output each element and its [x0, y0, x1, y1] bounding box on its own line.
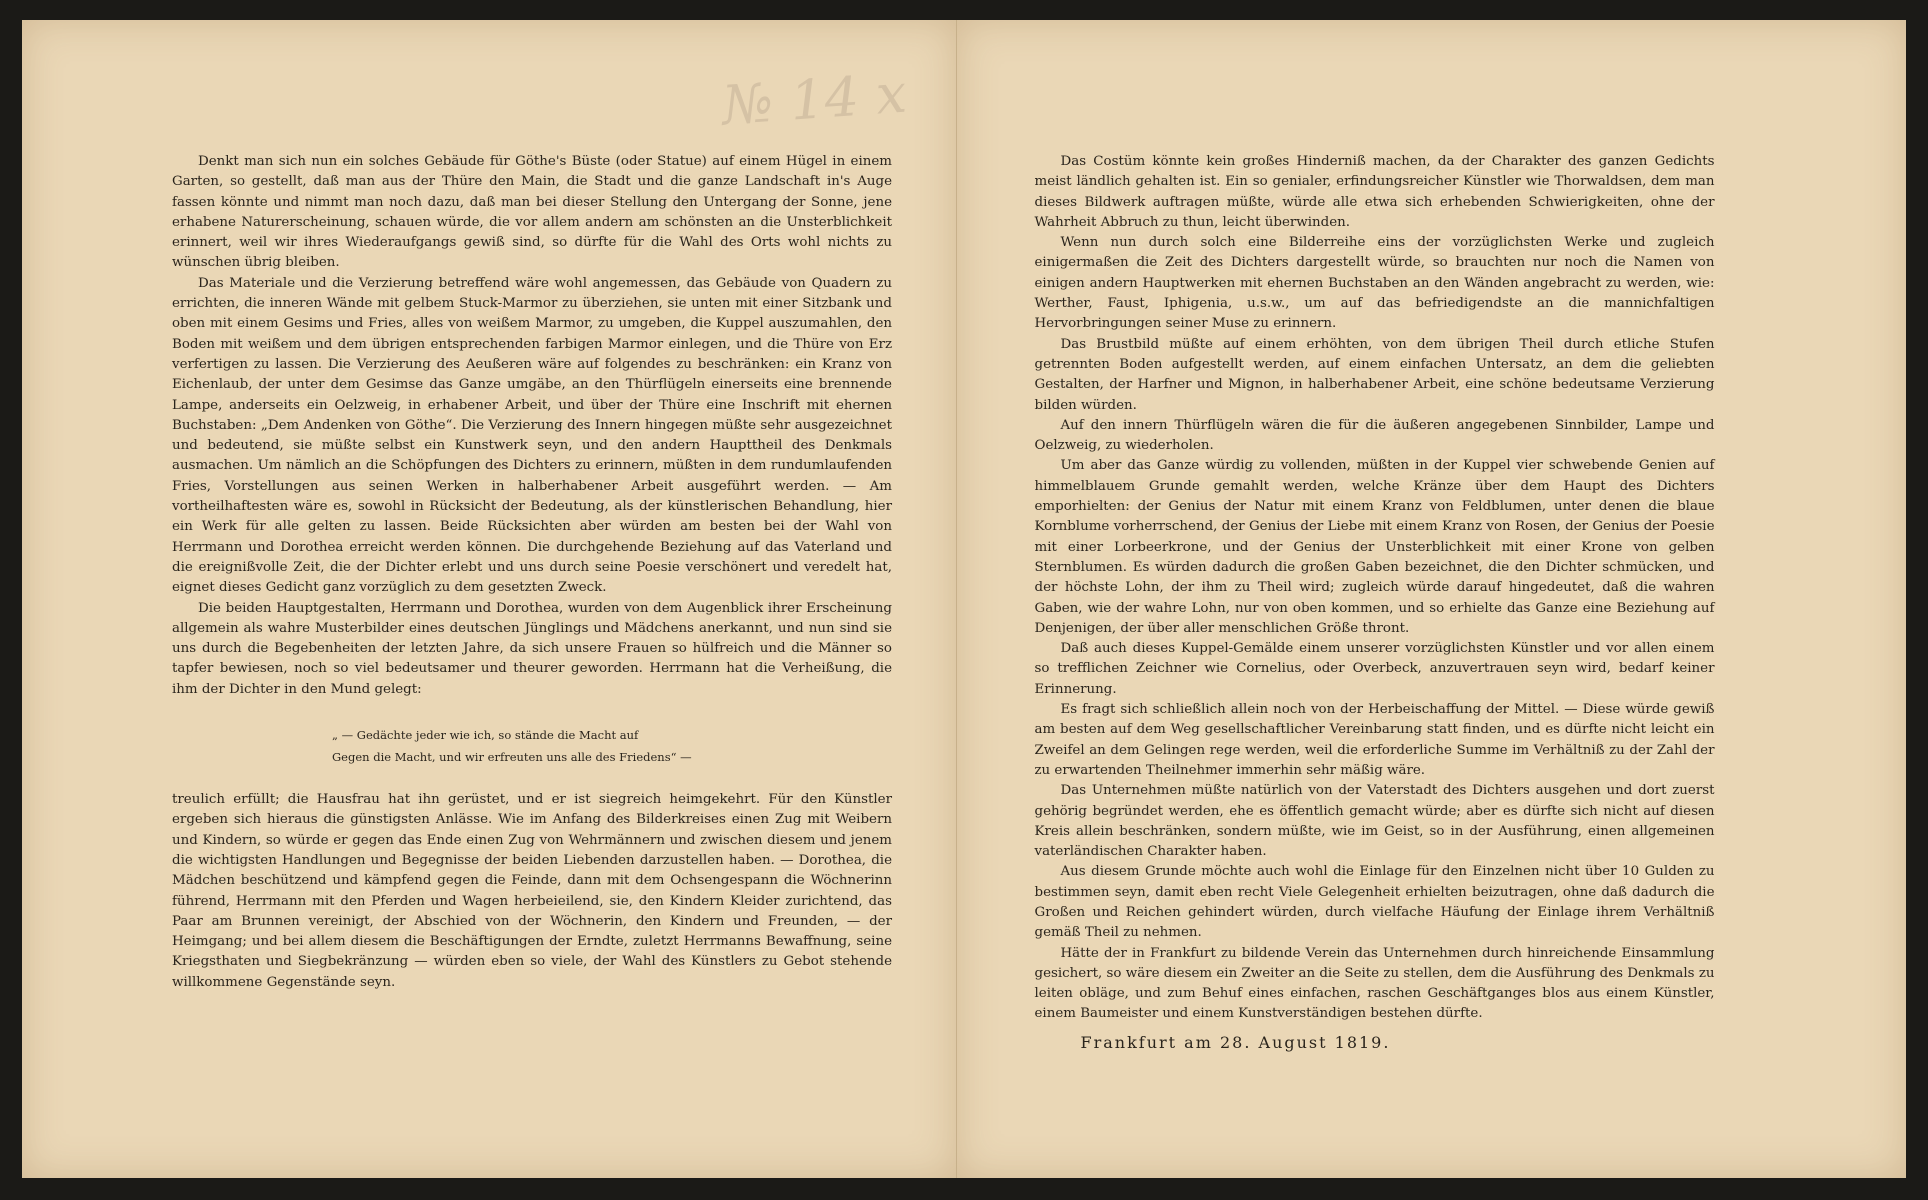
document-spread	[22, 20, 1906, 1178]
quote-line: „ — Gedächte jeder wie ich, so stände die Macht auf	[332, 728, 639, 743]
paragraph: Hätte der in Frankfurt zu bildende Verein das Unternehmen durch hinreichende Einsammlung gesichert, so wäre diesem ein Zweiter an die Seite zu stellen, dem die Ausführung des Denkmals zu leiten obläge, und zum Behuf eines einfachen, raschen Geschäftganges blos aus einem Künstler, einem Baumeister und einem Kunstverständigen bestehen dürfte.	[1034, 945, 1715, 1022]
left-text-column	[172, 152, 892, 993]
paragraph: Auf den innern Thürflügeln wären die für die äußeren angegebenen Sinnbilder, Lampe und Oelzweig, zu wiederholen.	[1034, 417, 1715, 454]
right-page	[957, 20, 1907, 1178]
paragraph: Wenn nun durch solch eine Bilderreihe eins der vorzüglichsten Werke und zugleich einigermaßen die Zeit des Dichters dargestellt würde, so brauchten nur noch die Namen von einigen andern Hauptwerken mit ehernen Buchstaben an den Wänden angebracht zu werden, wie: Werther, Faust, Iphigenia, u.s.w., um auf das befriedigendste an die mannichfaltigen Hervorbringungen seiner Muse zu erinnern.	[1034, 235, 1715, 332]
paragraph: Das Costüm könnte kein großes Hinderniß machen, da der Charakter des ganzen Gedichts meist ländlich gehalten ist. Ein so genialer, erfindungsreicher Künstler wie Thorwaldsen, dem man dieses Bildwerk auftragen müßte, würde alle etwa sich erhebenden Schwierigkeiten, ohne der Wahrheit Abbruch zu thun, leicht überwinden.	[1034, 154, 1715, 230]
paragraph: Denkt man sich nun ein solches Gebäude für Göthe's Büste (oder Statue) auf einem Hügel in einem Garten, so gestellt, daß man aus der Thüre den Main, die Stadt und die ganze Landschaft in's Auge fassen könnte und nimmt man noch dazu, daß man bei dieser Stellung den Untergang der Sonne, jene erhabene Naturerscheinung, schauen würde, die vor allem andern am schönsten an die Unsterblichkeit erinnert, weil wir ihres Wiederaufgangs gewiß sind, so dürfte für die Wahl des Orts wohl nichts zu wünschen übrig bleiben.	[172, 154, 892, 271]
paragraph: Das Brustbild müßte auf einem erhöhten, von dem übrigen Theil durch etliche Stufen getrennten Boden aufgestellt werden, auf einem einfachen Untersatz, an dem die geliebten Gestalten, der Harfner und Mignon, in halberhabener Arbeit, eine schöne bedeutsame Verzierung bilden würden.	[1034, 336, 1715, 413]
quote-line: Gegen die Macht, und wir erfreuten uns alle des Friedens“ —	[332, 750, 692, 765]
paragraph: Das Unternehmen müßte natürlich von der Vaterstadt des Dichters ausgehen und dort zuerst gehörig begründet werden, ehe es öffentlich gemacht würde; aber es dürfte sich nicht auf diesen Kreis allein beschränken, sondern müßte, wie im Geist, so in der Ausführung, einen allgemeinen vaterländischen Charakter haben.	[1034, 783, 1715, 860]
paragraph: Es fragt sich schließlich allein noch von der Herbeischaffung der Mittel. — Diese würde gewiß am besten auf dem Weg gesellschaftlicher Vereinbarung statt finden, und es dürfte nicht leicht ein Zweifel an dem Gelingen rege werden, weil die erforderliche Summe im Verhältniß zu der Zahl der zu erwartenden Theilnehmer immerhin sehr mäßig wäre.	[1034, 702, 1715, 778]
verse-quote	[332, 724, 892, 768]
paragraph: treulich erfüllt; die Hausfrau hat ihn gerüstet, und er ist siegreich heimgekehrt. Für den Künstler ergeben sich hieraus die günstigsten Anlässe. Wie im Anfang des Bilderkreises einen Zug mit Weibern und Kindern, so würde er gegen das Ende einen Zug von Wehrmännern und zwischen diesem und jenem die wichtigsten Handlungen und Begegnisse der beiden Liebenden darzustellen haben. — Dorothea, die Mädchen beschützend und kämpfend gegen die Feinde, dann mit dem Ochsengespann die Wöchnerinn führend, Herrmann mit den Pferden und Wagen herbeieilend, sie, den Kindern Kleider zurichtend, das Paar am Brunnen vereinigt, der Abschied von der Wöchnerin, den Kindern und Freunden, — der Heimgang; und bei allem diesem die Beschäftigungen der Erndte, zuletzt Herrmanns Bewaffnung, seine Kriegsthaten und Siegbekränzung — würden eben so viele, der Wahl des Künstlers zu Gebot stehende willkommene Gegenstände seyn.	[172, 792, 892, 990]
paragraph: Die beiden Hauptgestalten, Herrmann und Dorothea, wurden von dem Augenblick ihrer Erscheinung allgemein als wahre Musterbilder eines deutschen Jünglings und Mädchens anerkannt, und nun sind sie uns durch die Begebenheiten der letzten Jahre, da sich unsere Frauen so hülfreich und die Männer so tapfer bewiesen, noch so viel bedeutsamer und theurer geworden. Herrmann hat die Verheißung, die ihm der Dichter in den Mund gelegt:	[172, 600, 892, 697]
paragraph: Um aber das Ganze würdig zu vollenden, müßten in der Kuppel vier schwebende Genien auf himmelblauem Grunde gemahlt werden, welche Kränze über dem Haupt des Dichters emporhielten: der Genius der Natur mit einem Kranz von Feldblumen, unter denen die blaue Kornblume vorherrschend, der Genius der Liebe mit einem Kranz von Rosen, der Genius der Poesie mit einer Lorbeerkrone, und der Genius der Unsterblichkeit mit einer Krone von gelben Sternblumen. Es würden dadurch die großen Gaben bezeichnet, die den Dichter schmücken, und der höchste Lohn, der ihm zu Theil wird; zugleich würde darauf hingedeutet, daß die wahren Gaben, wie der wahre Lohn, nur von oben kommen, und so erhielte das Ganze eine Beziehung auf Denjenigen, der über aller menschlichen Größe thront.	[1034, 458, 1715, 636]
paragraph: Daß auch dieses Kuppel-Gemälde einem unserer vorzüglichsten Künstler und vor allen einem so trefflichen Zeichner wie Cornelius, oder Overbeck, anzuvertrauen seyn wird, bedarf keiner Erinnerung.	[1034, 641, 1715, 697]
right-text-column	[1035, 152, 1715, 1053]
paragraph: Aus diesem Grunde möchte auch wohl die Einlage für den Einzelnen nicht über 10 Gulden zu bestimmen seyn, damit eben recht Viele Gelegenheit erhielten beizutragen, ohne daß dadurch die Großen und Reichen gehindert würden, durch vielfache Häufung der Einlage ihrem Verhältniß gemäß Theil zu nehmen.	[1034, 864, 1715, 941]
handwritten-annotation: № 14 x	[720, 61, 909, 138]
paragraph: Das Materiale und die Verzierung betreffend wäre wohl angemessen, das Gebäude von Quadern zu errichten, die inneren Wände mit gelbem Stuck-Marmor zu überziehen, sie unten mit einer Sitzbank und oben mit einem Gesims und Fries, alles von weißem Marmor, zu umgeben, die Kuppel auszumahlen, den Boden mit weißem und dem übrigen entsprechenden farbigen Marmor einlegen, und die Thüre von Erz verfertigen zu lassen. Die Verzierung des Aeußeren wäre auf folgendes zu beschränken: ein Kranz von Eichenlaub, der unter dem Gesimse das Ganze umgäbe, an den Thürflügeln einerseits eine brennende Lampe, anderseits ein Oelzweig, in erhabener Arbeit, und über der Thüre eine Inschrift mit ehernen Buchstaben: „Dem Andenken von Göthe“. Die Verzierung des Innern hingegen müßte sehr ausgezeichnet und bedeutend, sie müßte selbst ein Kunstwerk seyn, und den andern Haupttheil des Denkmals ausmachen. Um nämlich an die Schöpfungen des Dichters zu erinnern, müßten in dem rundumlaufenden Fries, Vorstellungen aus seinen Werken in halberhabener Arbeit ausgeführt werden. — Am vortheilhaftesten wäre es, sowohl in Rücksicht der Bedeutung, als der künstlerischen Behandlung, hier ein Werk für alle gelten zu lassen. Beide Rücksichten aber würden am besten bei der Wahl von Herrmann und Dorothea erreicht werden können. Die durchgehende Beziehung auf das Vaterland und die ereignißvolle Zeit, die der Dichter erlebt und uns durch seine Poesie verschönert und veredelt hat, eignet dieses Gedicht ganz vorzüglich zu dem gesetzten Zweck.	[172, 275, 892, 596]
left-page	[22, 20, 956, 1178]
dateline: Frankfurt am 28. August 1819.	[1080, 1032, 1391, 1052]
